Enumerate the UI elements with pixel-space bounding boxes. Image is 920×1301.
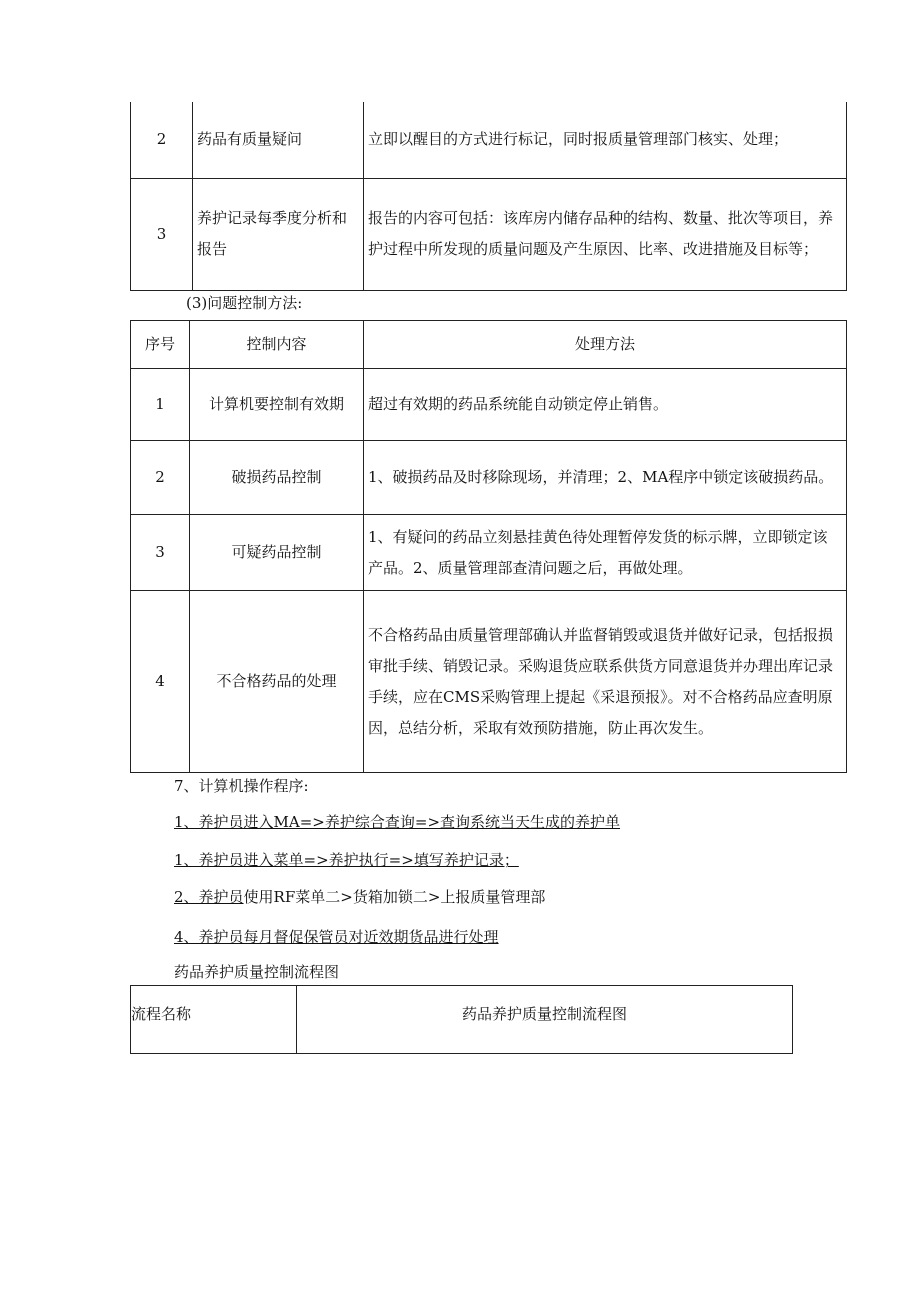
header-method: 处理方法 [364,321,847,369]
row-number: 3 [131,515,190,591]
row-method: 不合格药品由质量管理部确认并监督销毁或退货并做好记录，包括报损审批手续、销毁记录。采购退货应联系供货方同意退货并办理出库记录手续，应在CMS采购管理上提起《采退预报》。对不合格药品应查明原因，总结分析，采取有效预防措施，防止再次发生。 [364,591,847,773]
row-content: 破损药品控制 [190,441,364,515]
row-content: 可疑药品控制 [190,515,364,591]
step-line-rest: 使用RF菜单二>货箱加锁二>上报质量管理部 [243,888,546,906]
row-number: 2 [131,441,190,515]
header-num: 序号 [131,321,190,369]
table-row [131,369,847,441]
maintenance-table [130,102,847,291]
row-item: 养护记录每季度分析和报告 [193,178,364,290]
row-content: 计算机要控制有效期 [190,369,364,441]
row-method: 报告的内容可包括：该库房内储存品种的结构、数量、批次等项目，养护过程中所发现的质量问题及产生原因、比率、改进措施及目标等； [364,178,847,290]
flow-name-value: 药品养护质量控制流程图 [297,986,793,1054]
row-number: 3 [131,178,193,290]
table-row [131,178,847,290]
table-row [131,515,847,591]
step-line: 4、养护员每月督促保管员对近效期货品进行处理 [174,928,499,946]
table-row [131,986,793,1054]
section-7-title: 7、计算机操作程序: [174,777,309,795]
row-number: 2 [131,102,193,178]
step-line [174,887,545,907]
table-row [131,441,847,515]
row-content: 不合格药品的处理 [190,591,364,773]
row-method: 立即以醒目的方式进行标记，同时报质量管理部门核实、处理； [364,102,847,178]
step-line: 1、养护员进入MA=>养护综合查询=>查询系统当天生成的养护单 [174,813,621,831]
flow-name-table [130,985,793,1054]
table-row [131,102,847,178]
row-item: 药品有质量疑问 [193,102,364,178]
row-method: 1、破损药品及时移除现场，并清理；2、MA程序中锁定该破损药品。 [364,441,847,515]
table-row [131,591,847,773]
header-content: 控制内容 [190,321,364,369]
step-line-underlined: 2、养护员 [174,888,244,906]
row-method: 超过有效期的药品系统能自动锁定停止销售。 [364,369,847,441]
section-3-title: (3)问题控制方法: [186,294,303,312]
flow-chart-title: 药品养护质量控制流程图 [174,963,340,981]
control-method-table [130,320,847,773]
row-number: 4 [131,591,190,773]
table-header-row [131,321,847,369]
row-number: 1 [131,369,190,441]
step-line: 1、养护员进入菜单=>养护执行=>填写养护记录； [174,851,519,869]
row-method: 1、有疑问的药品立刻悬挂黄色待处理暂停发货的标示牌，立即锁定该产品。2、质量管理部查清问题之后，再做处理。 [364,515,847,591]
flow-name-label: 流程名称 [131,986,297,1054]
